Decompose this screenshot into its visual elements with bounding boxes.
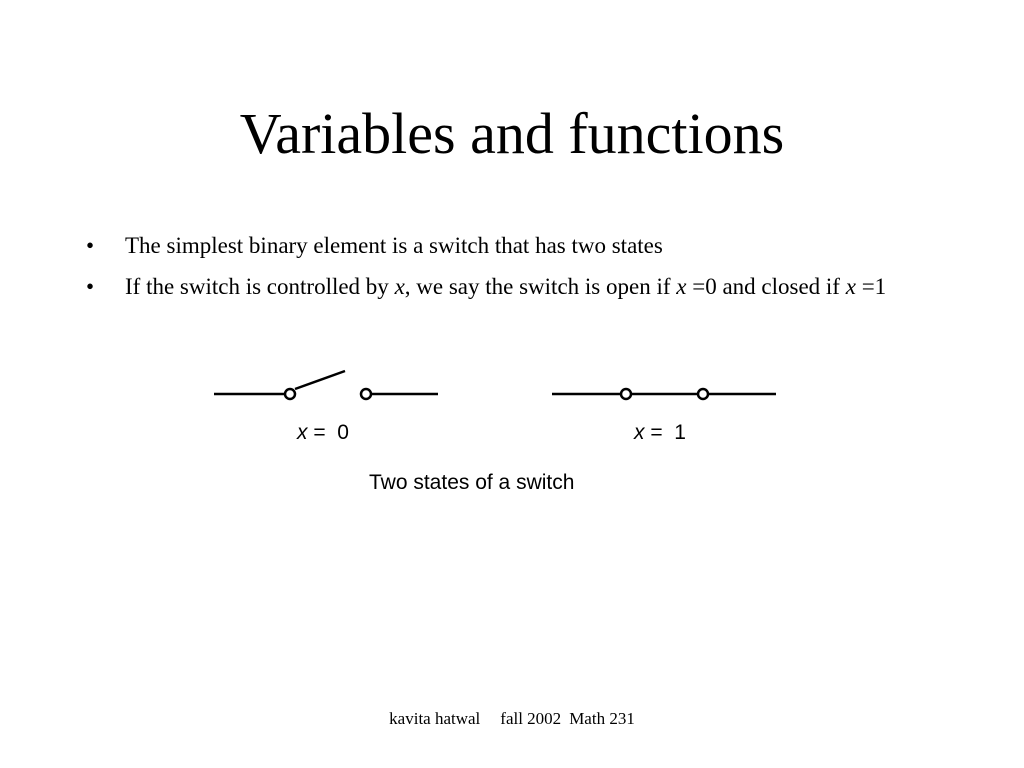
variable-x: x: [394, 274, 405, 299]
bullet-marker: •: [86, 274, 95, 299]
closed-switch-left-terminal: [621, 389, 631, 399]
open-switch-label: [297, 420, 349, 446]
figure-caption: Two states of a switch: [369, 471, 575, 494]
open-switch-value: = 0: [307, 421, 349, 444]
closed-switch-right-terminal: [698, 389, 708, 399]
variable-x: x: [845, 274, 856, 299]
slide-footer: [0, 708, 1024, 730]
footer-term: fall 2002: [500, 709, 562, 728]
closed-switch-value: = 1: [644, 421, 686, 444]
bullet-marker: •: [86, 233, 95, 258]
bullet-text-part: =1: [855, 274, 887, 299]
variable-x: x: [676, 274, 687, 299]
bullet-item-switch-control: [86, 271, 946, 302]
open-switch-symbol: [214, 371, 438, 399]
bullet-list: [86, 230, 946, 312]
closed-switch-symbol: [552, 389, 776, 399]
footer-author: kavita hatwal: [389, 709, 481, 728]
variable-x: x: [634, 421, 645, 444]
bullet-text-part: If the switch is controlled by: [125, 274, 395, 299]
bullet-text: The simplest binary element is a switch that has two states: [125, 233, 663, 258]
open-switch-blade: [295, 371, 345, 389]
bullet-item-switch-states: [86, 230, 946, 261]
bullet-text-part: =0 and closed if: [686, 274, 846, 299]
bullet-text-part: , we say the switch is open if: [404, 274, 677, 299]
closed-switch-label: [634, 420, 686, 446]
open-switch-left-terminal: [285, 389, 295, 399]
footer-course: Math 231: [569, 709, 635, 728]
open-switch-right-terminal: [361, 389, 371, 399]
variable-x: x: [297, 421, 308, 444]
slide-title: Variables and functions: [239, 101, 785, 166]
